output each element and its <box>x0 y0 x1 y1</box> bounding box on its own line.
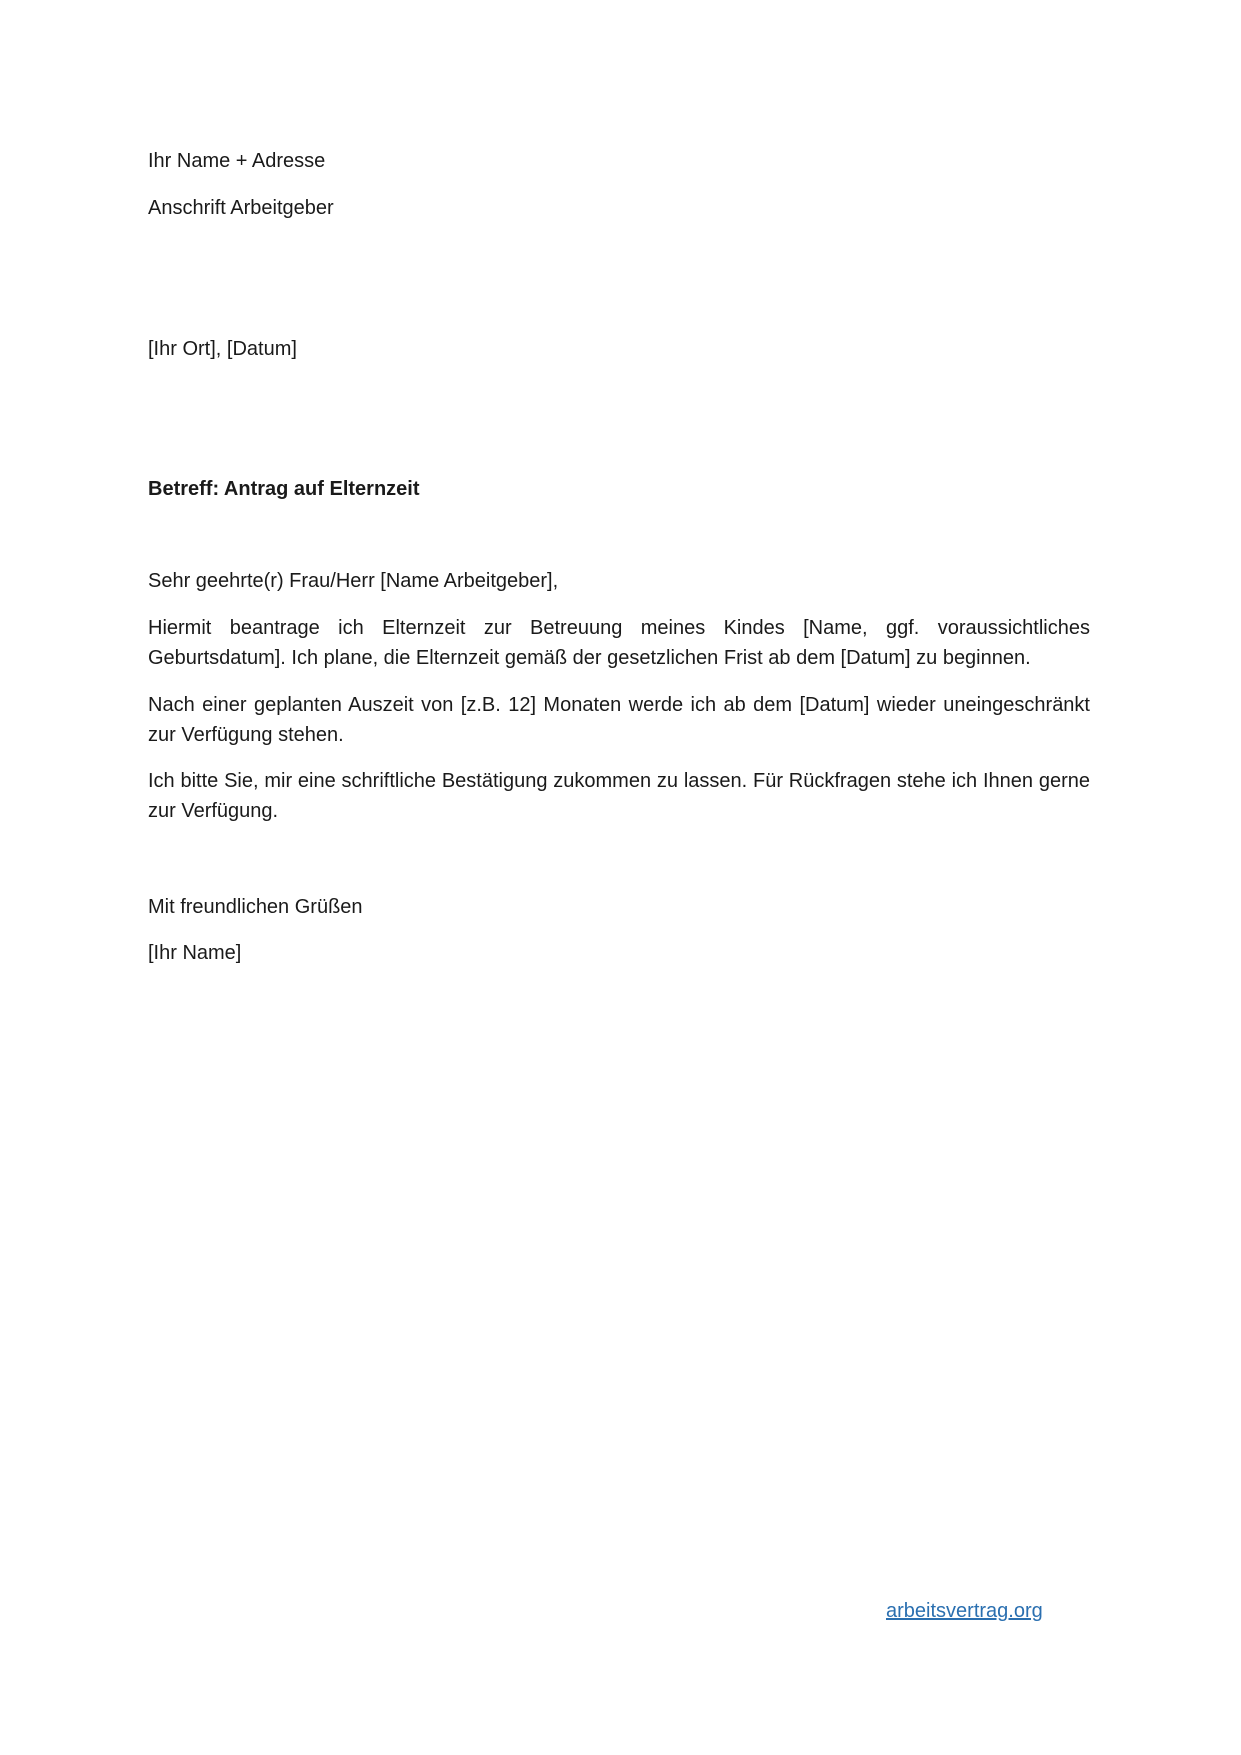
place-date: [Ihr Ort], [Datum] <box>148 338 297 360</box>
body-paragraph-1: Hiermit beantrage ich Elternzeit zur Betreuung meines Kindes [Name, ggf. voraussichtliches Geburtsdatum]. Ich plane, die Elternzeit gemäß der gesetzlichen Frist ab dem [Datum] zu beginnen. <box>148 617 1090 669</box>
body-paragraph-2: Nach einer geplanten Auszeit von [z.B. 12] Monaten werde ich ab dem [Datum] wieder uneingeschränkt zur Verfügung stehen. <box>148 694 1090 746</box>
closing-phrase: Mit freundlichen Grüßen <box>148 896 363 918</box>
sender-address: Ihr Name + Adresse <box>148 150 326 172</box>
website-link[interactable]: arbeitsvertrag.org <box>886 1600 1043 1622</box>
signature-name: [Ihr Name] <box>148 942 242 964</box>
body-paragraph-3: Ich bitte Sie, mir eine schriftliche Bestätigung zukommen zu lassen. Für Rückfragen stehe ich Ihnen gerne zur Verfügung. <box>148 770 1090 822</box>
recipient-address: Anschrift Arbeitgeber <box>148 197 334 219</box>
salutation: Sehr geehrte(r) Frau/Herr [Name Arbeitgeber], <box>148 570 559 592</box>
subject-line: Betreff: Antrag auf Elternzeit <box>148 478 420 500</box>
